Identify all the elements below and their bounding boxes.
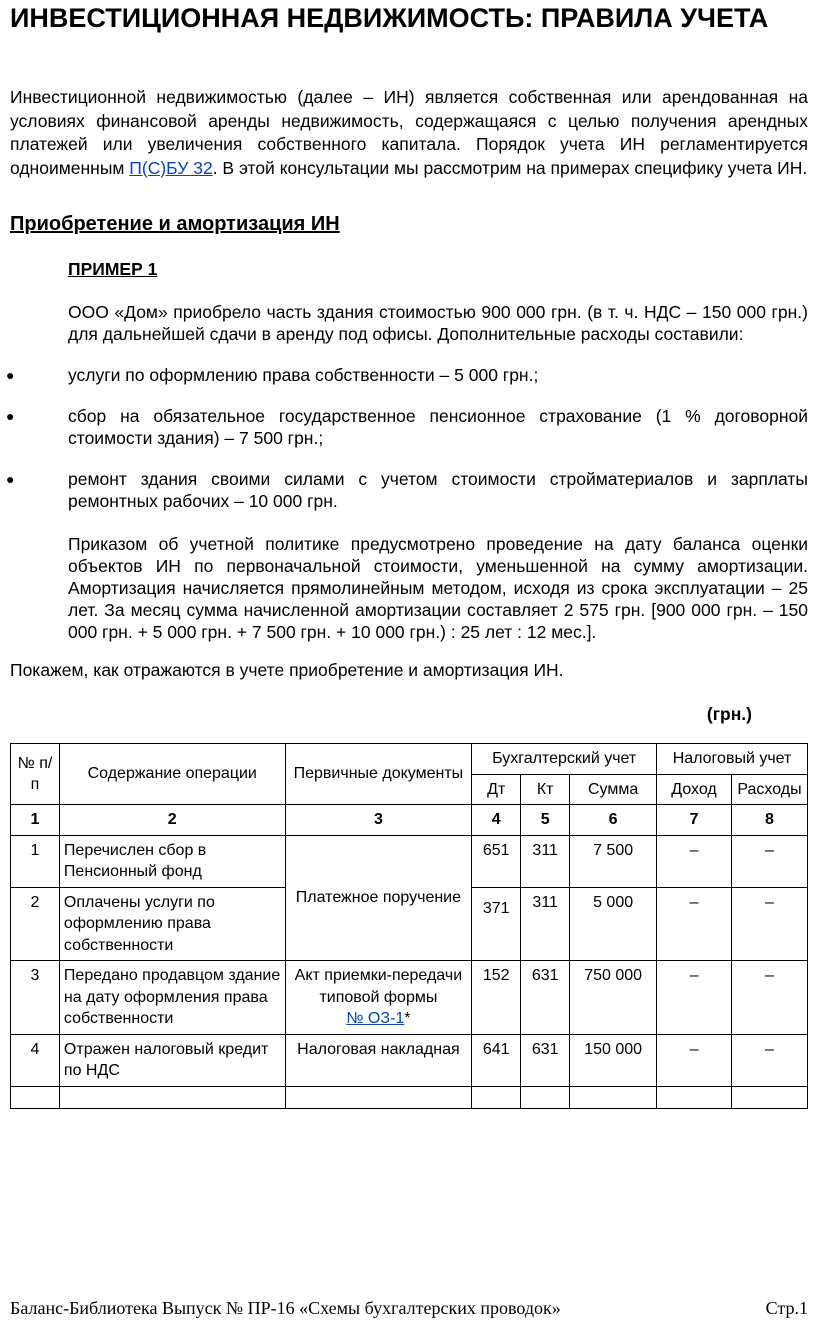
column-number: 5 [521,805,570,836]
column-number: 8 [731,805,807,836]
bullet-text: ремонт здания своими силами с учетом стоимости стройматериалов и зарплаты ремонтных рабочих – 10 000 грн. [68,469,808,511]
bullet-icon: ● [6,367,15,383]
bullet-icon: ● [6,408,15,424]
row-content: Отражен налоговый кредит по НДС [59,1034,285,1086]
row-kt: 631 [521,961,570,1035]
row-docs-suffix: * [404,1010,411,1027]
row-no: 3 [11,961,60,1035]
header-dt: Дт [472,774,521,805]
bullet-text: сбор на обязательное государственное пенсионное страхование (1 % договорной стоимости здания) – 7 500 грн.; [68,406,808,448]
empty-cell [570,1086,657,1108]
column-number: 4 [472,805,521,836]
row-sum: 750 000 [570,961,657,1035]
header-sum: Сумма [570,774,657,805]
row-expenses: – [731,835,807,887]
summary-line: Покажем, как отражаются в учете приобретение и амортизация ИН. [10,660,564,680]
empty-cell [657,1086,732,1108]
list-item [6,405,808,449]
row-no: 4 [11,1034,60,1086]
row-no: 2 [11,887,60,961]
section-heading: Приобретение и амортизация ИН [10,213,340,235]
empty-cell [521,1086,570,1108]
row-docs [285,961,472,1035]
row-income: – [657,961,732,1035]
header-docs: Первичные документы [285,744,472,805]
page-number: Стр.1 [765,1298,808,1318]
row-docs: Платежное поручение [285,835,472,961]
row-content: Перечислен сбор в Пенсионный фонд [59,835,285,887]
row-no: 1 [11,835,60,887]
column-number: 3 [285,805,472,836]
row-expenses: – [731,961,807,1035]
column-number-row [11,805,808,836]
row-content: Оплачены услуги по оформлению права собственности [59,887,285,961]
row-docs-text: Акт приемки-передачи типовой формы [294,967,463,1006]
row-dt: 152 [472,961,521,1035]
row-dt: 371 [472,887,521,961]
column-number: 2 [59,805,285,836]
row-income: – [657,835,732,887]
page-footer [10,1298,808,1319]
row-income: – [657,887,732,961]
row-kt: 631 [521,1034,570,1086]
empty-cell [731,1086,807,1108]
table-row [11,835,808,887]
empty-cell [59,1086,285,1108]
example-heading: ПРИМЕР 1 [68,259,158,279]
list-item [6,364,808,386]
operations-table [10,743,808,1109]
row-sum: 7 500 [570,835,657,887]
row-expenses: – [731,887,807,961]
unit-label: (грн.) [706,704,752,724]
table-row [11,961,808,1035]
column-number: 1 [11,805,60,836]
row-content: Передано продавцом здание на дату оформления права собственности [59,961,285,1035]
row-kt: 311 [521,887,570,961]
empty-cell [472,1086,521,1108]
header-no: № п/п [11,744,60,805]
bullet-icon: ● [6,471,15,487]
table-row [11,1034,808,1086]
example-paragraph: ООО «Дом» приобрело часть здания стоимостью 900 000 грн. (в т. ч. НДС – 150 000 грн.) для дальнейшей сдачи в аренду под офисы. Дополнительные расходы составили: [68,302,808,344]
intro-text-end: . В этой консультации мы рассмотрим на примерах специфику учета ИН. [212,157,808,178]
footer-publication: Баланс-Библиотека Выпуск № ПР-16 «Схемы бухгалтерских проводок» [10,1298,561,1318]
row-expenses: – [731,1034,807,1086]
empty-cell [11,1086,60,1108]
list-item [6,468,808,512]
bullet-text: услуги по оформлению права собственности – 5 000 грн.; [68,365,539,385]
intro-paragraph [10,86,808,180]
column-number: 7 [657,805,732,836]
header-content: Содержание операции [59,744,285,805]
page-title: ИНВЕСТИЦИОННАЯ НЕДВИЖИМОСТЬ: ПРАВИЛА УЧЕТА [10,3,769,33]
header-accounting: Бухгалтерский учет [472,744,657,775]
row-dt: 641 [472,1034,521,1086]
row-kt: 311 [521,835,570,887]
form-link[interactable]: № ОЗ-1 [346,1010,405,1027]
table-header-row [11,744,808,775]
policy-paragraph: Приказом об учетной политике предусмотрено проведение на дату баланса оценки объектов ИН по первоначальной стоимости, уменьшенной на сумму амортизации. Амортизация начисляется прямолинейным методом, исходя из срока эксплуатации – 25 лет. За месяц сумма начисленной амортизации составляет 2 575 грн. [900 000 грн. – 150 000 грн. + 5 000 грн. + 7 500 грн. + 10 000 грн.) : 25 лет : 12 мес.]. [68,534,808,642]
row-income: – [657,1034,732,1086]
empty-cell [285,1086,472,1108]
table-row-empty [11,1086,808,1108]
row-dt: 651 [472,835,521,887]
standard-link[interactable]: П(С)БУ 32 [129,157,213,178]
column-number: 6 [570,805,657,836]
header-income: Доход [657,774,732,805]
row-docs: Налоговая накладная [285,1034,472,1086]
intro-text: Инвестиционной недвижимостью (далее – ИН) является собственная или арендованная на условиях финансовой аренды недвижимость, содержащаяся с целью получения арендных платежей или увеличения собственного капитала. Порядок учета ИН регламентируется одноименным [10,87,808,178]
header-kt: Кт [521,774,570,805]
header-tax: Налоговый учет [657,744,808,775]
row-sum: 5 000 [570,887,657,961]
row-sum: 150 000 [570,1034,657,1086]
header-expenses: Расходы [731,774,807,805]
